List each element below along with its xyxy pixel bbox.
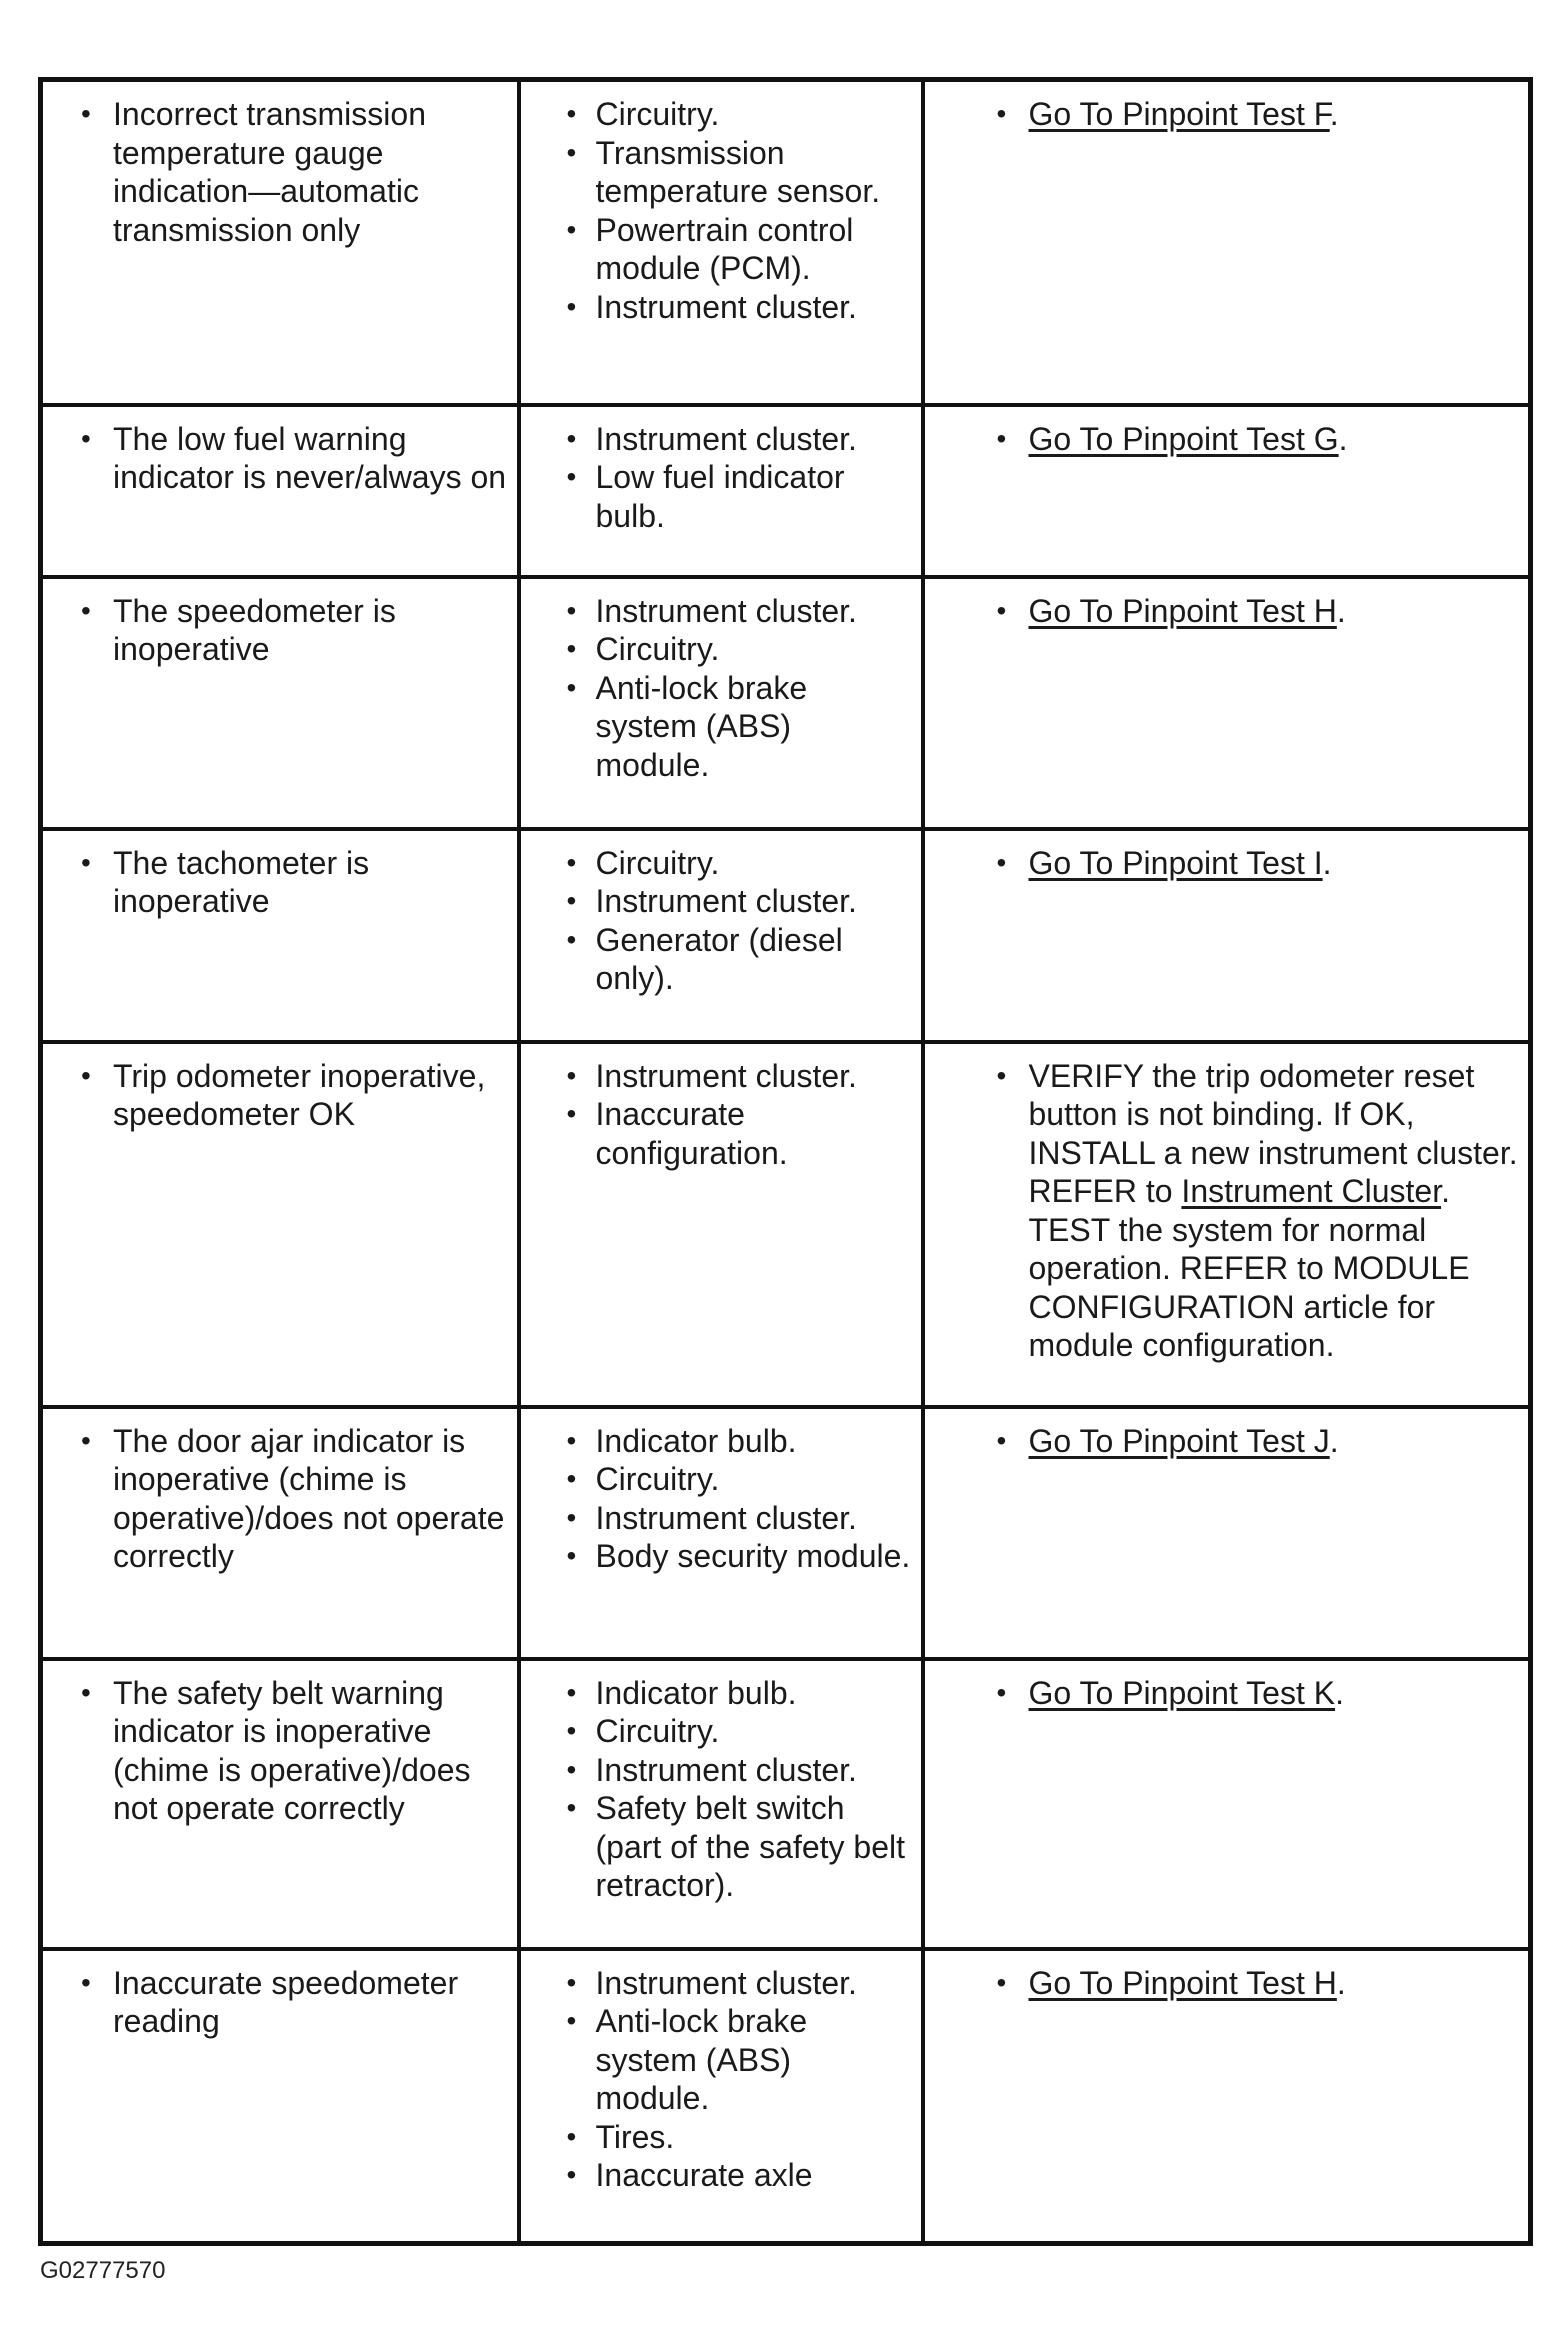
pinpoint-test-link[interactable]: Go To Pinpoint Test F — [1028, 96, 1330, 132]
table-row — [41, 1949, 1531, 2244]
symptom-list — [43, 1422, 509, 1576]
symptom-text: • The door ajar indicator is inoperative (chime is operative)/does not operate correctly — [43, 1422, 509, 1576]
symptom-cell — [41, 577, 519, 829]
symptom-cell — [41, 1949, 519, 2244]
cause-list — [521, 420, 913, 536]
action-cell — [923, 829, 1531, 1042]
action-cell — [923, 405, 1531, 577]
pinpoint-test-link[interactable]: Go To Pinpoint Test G — [1028, 420, 1339, 457]
action-list — [925, 420, 1521, 459]
action-list — [925, 1964, 1521, 2003]
cause-item: • Instrument cluster. — [521, 1499, 913, 1538]
cause-item: • Instrument cluster. — [521, 1751, 913, 1790]
symptom-text: • The low fuel warning indicator is never/always on — [43, 420, 509, 497]
cause-item: • Low fuel indicator bulb. — [521, 458, 913, 535]
cause-item: • Powertrain control module (PCM). — [521, 211, 913, 288]
action-suffix: . — [1336, 592, 1346, 629]
action-list — [925, 1674, 1521, 1713]
action-suffix: . — [1338, 420, 1348, 457]
cause-item: • Inaccurate axle — [521, 2156, 913, 2195]
table-row — [41, 80, 1531, 405]
action-list — [925, 844, 1521, 883]
cause-list — [521, 592, 913, 785]
cause-item: • Instrument cluster. — [521, 420, 913, 459]
action-list — [925, 1057, 1521, 1365]
action-suffix: . — [1329, 1422, 1339, 1459]
action-item — [925, 420, 1521, 459]
symptom-cell — [41, 405, 519, 577]
action-item — [925, 1422, 1521, 1461]
action-list — [925, 95, 1521, 134]
table-row — [41, 1042, 1531, 1407]
action-item — [925, 844, 1521, 883]
pinpoint-test-link[interactable]: Go To Pinpoint Test H — [1028, 592, 1337, 629]
figure-id: G02777570 — [40, 2257, 166, 2284]
pinpoint-test-link[interactable]: Instrument Cluster — [1181, 1173, 1442, 1209]
symptom-list — [43, 95, 509, 249]
action-cell — [923, 1949, 1531, 2244]
cause-item: • Tires. — [521, 2118, 913, 2157]
action-list — [925, 1422, 1521, 1461]
pinpoint-test-link[interactable]: Go To Pinpoint Test J — [1028, 1422, 1330, 1459]
table-body — [41, 80, 1531, 2244]
cause-cell — [519, 577, 923, 829]
cause-list — [521, 95, 913, 326]
symptom-cell — [41, 829, 519, 1042]
pinpoint-test-link[interactable]: Go To Pinpoint Test I — [1028, 844, 1323, 881]
symptom-text: • The tachometer is inoperative — [43, 844, 509, 921]
cause-item: • Safety belt switch (part of the safety belt retractor). — [521, 1789, 913, 1905]
cause-cell — [519, 1042, 923, 1407]
cause-list — [521, 1674, 913, 1905]
cause-item: • Transmission temperature sensor. — [521, 134, 913, 211]
pinpoint-test-link[interactable]: Go To Pinpoint Test K — [1028, 1674, 1336, 1711]
cause-item: • Circuitry. — [521, 1712, 913, 1751]
cause-item: • Body security module. — [521, 1537, 913, 1576]
action-suffix: . — [1322, 844, 1332, 881]
action-list — [925, 592, 1521, 631]
action-item — [925, 592, 1521, 631]
cause-cell — [519, 1949, 923, 2244]
symptom-text: • Trip odometer inoperative, speedometer OK — [43, 1057, 509, 1134]
cause-item: • Indicator bulb. — [521, 1674, 913, 1713]
action-suffix: . TEST the system for normal operation. REFER to MODULE CONFIGURATION article for module configuration. — [1028, 1173, 1470, 1363]
symptom-list — [43, 844, 509, 921]
symptom-list — [43, 592, 509, 669]
cause-list — [521, 1422, 913, 1576]
action-cell — [923, 577, 1531, 829]
symptom-text: • Inaccurate speedometer reading — [43, 1964, 509, 2041]
cause-item: • Instrument cluster. — [521, 882, 913, 921]
action-suffix: . — [1336, 1964, 1346, 2001]
action-suffix: . — [1335, 1674, 1344, 1711]
cause-item: • Inaccurate configuration. — [521, 1095, 913, 1172]
action-text: VERIFY the trip odometer reset button is not binding. If OK, INSTALL a new instrument cluster. REFER to — [1028, 1057, 1518, 1209]
cause-item: • Instrument cluster. — [521, 592, 913, 631]
table-row — [41, 405, 1531, 577]
cause-item: • Circuitry. — [521, 630, 913, 669]
action-item — [925, 1964, 1521, 2003]
symptom-cell — [41, 80, 519, 405]
symptom-cell — [41, 1042, 519, 1407]
cause-item: • Instrument cluster. — [521, 1964, 913, 2003]
action-item — [925, 1674, 1521, 1713]
action-cell — [923, 80, 1531, 405]
table-row — [41, 829, 1531, 1042]
cause-list — [521, 1057, 913, 1173]
symptom-cell — [41, 1659, 519, 1949]
symptom-text: • Incorrect transmission temperature gauge indication—automatic transmission only — [43, 95, 509, 249]
cause-list — [521, 844, 913, 998]
pinpoint-test-link[interactable]: Go To Pinpoint Test H — [1028, 1964, 1337, 2001]
symptom-text: • The safety belt warning indicator is inoperative (chime is operative)/does not operate correctly — [43, 1674, 509, 1828]
action-cell — [923, 1659, 1531, 1949]
action-cell — [923, 1042, 1531, 1407]
cause-item: • Instrument cluster. — [521, 288, 913, 327]
symptom-text: • The speedometer is inoperative — [43, 592, 509, 669]
cause-item: • Anti-lock brake system (ABS) module. — [521, 669, 913, 785]
action-cell — [923, 1407, 1531, 1659]
cause-cell — [519, 1659, 923, 1949]
cause-list — [521, 1964, 913, 2195]
cause-item: • Indicator bulb. — [521, 1422, 913, 1461]
table-row — [41, 1407, 1531, 1659]
cause-item: • Circuitry. — [521, 95, 913, 134]
action-item — [925, 1057, 1521, 1365]
cause-item: • Generator (diesel only). — [521, 921, 913, 998]
table-row — [41, 1659, 1531, 1949]
cause-cell — [519, 405, 923, 577]
cause-cell — [519, 80, 923, 405]
cause-item: • Circuitry. — [521, 1460, 913, 1499]
cause-cell — [519, 829, 923, 1042]
cause-item: • Circuitry. — [521, 844, 913, 883]
diagnosis-table — [38, 77, 1533, 2246]
table-row — [41, 577, 1531, 829]
symptom-list — [43, 1057, 509, 1134]
symptom-list — [43, 420, 509, 497]
cause-item: • Anti-lock brake system (ABS) module. — [521, 2002, 913, 2118]
symptom-list — [43, 1674, 509, 1828]
symptom-cell — [41, 1407, 519, 1659]
cause-cell — [519, 1407, 923, 1659]
action-item — [925, 95, 1521, 134]
cause-item: • Instrument cluster. — [521, 1057, 913, 1096]
symptom-list — [43, 1964, 509, 2041]
action-suffix: . — [1329, 96, 1339, 132]
